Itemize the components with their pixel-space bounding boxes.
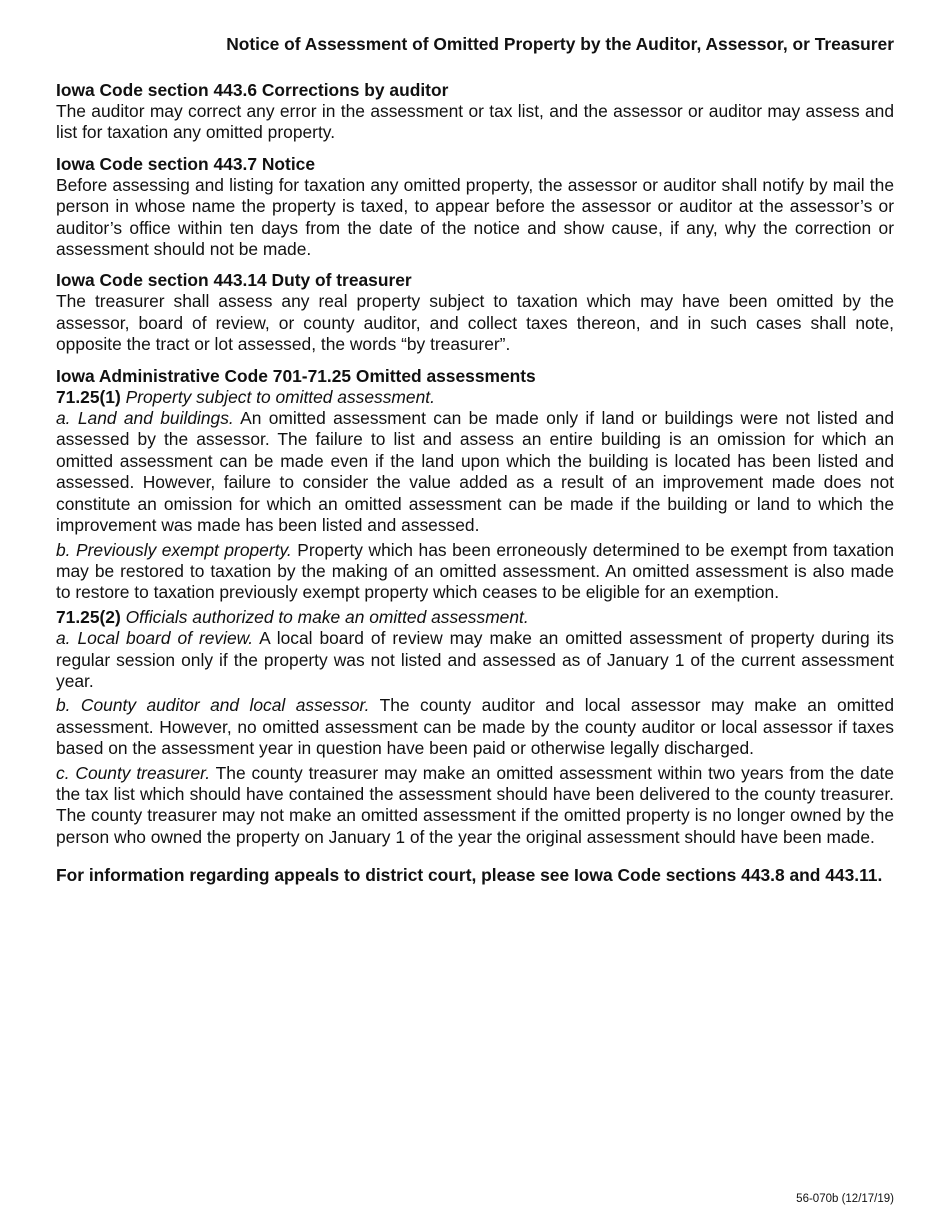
- appeals-note: For information regarding appeals to district court, please see Iowa Code sections 443.8 and 443.11.: [56, 865, 883, 886]
- section-iac-701-71-25: [56, 366, 894, 849]
- rule-71-25-2-a: [56, 628, 894, 692]
- rule-title: Officials authorized to make an omitted assessment.: [125, 606, 529, 627]
- rule-number: 71.25(1): [56, 386, 121, 407]
- section-body: The auditor may correct any error in the assessment or tax list, and the assessor or auditor may assess and list for taxation any omitted property.: [56, 101, 894, 143]
- section-443-14: [56, 270, 894, 355]
- clause-label: a. Local board of review.: [56, 628, 254, 649]
- clause-text: The county treasurer may make an omitted assessment within two years from the date the tax list which should have contained the assessment should have been delivered to the county treasurer. The county treasurer may not make an omitted assessment if the omitted property is no longer owned by the person who owned the property on January 1 of the year the original assessment should have been made.: [56, 762, 894, 847]
- section-443-7: [56, 154, 894, 261]
- clause-label: b. County auditor and local assessor.: [56, 695, 370, 716]
- section-443-6: [56, 80, 894, 144]
- clause-label: c. County treasurer.: [56, 762, 211, 783]
- rule-number: 71.25(2): [56, 606, 121, 627]
- rule-71-25-2-header: [56, 607, 894, 628]
- rule-71-25-2-b: [56, 695, 894, 759]
- section-body: Before assessing and listing for taxation any omitted property, the assessor or auditor shall notify by mail the person in whose name the property is taxed, to appear before the assessor or auditor at the assessor’s or auditor’s office within ten days from the date of the notice and show cause, if any, why the correction or assessment should not be made.: [56, 174, 894, 260]
- document-title: Notice of Assessment of Omitted Property by the Auditor, Assessor, or Treasurer: [226, 34, 894, 54]
- section-heading: Iowa Administrative Code 701-71.25 Omitted assessments: [56, 365, 536, 386]
- rule-71-25-2-c: [56, 763, 894, 849]
- rule-71-25-1-header: [56, 387, 894, 408]
- rule-71-25-1-b: [56, 540, 894, 604]
- clause-text: A local board of review may make an omitted assessment of property during its regular session only if the property was not listed and assessed as of January 1 of the current assessment year.: [56, 628, 894, 691]
- section-heading: Iowa Code section 443.14 Duty of treasurer: [56, 270, 412, 291]
- clause-text: Property which has been erroneously determined to be exempt from taxation may be restored to taxation by the making of an omitted assessment. An omitted assessment is also made to restore to taxation previously exempt property which ceases to be eligible for an exemption.: [56, 539, 895, 603]
- clause-label: b. Previously exempt property.: [56, 539, 292, 560]
- clause-text: The county auditor and local assessor may make an omitted assessment. However, no omitted assessment can be made by the county auditor or local assessor if taxes based on the assessment year in question have been paid or otherwise legally discharged.: [56, 695, 894, 759]
- document-page: [56, 34, 894, 887]
- section-heading: Iowa Code section 443.7 Notice: [56, 153, 316, 174]
- rule-title: Property subject to omitted assessment.: [125, 386, 435, 407]
- section-body: The treasurer shall assess any real property subject to taxation which may have been omitted by the assessor, board of review, or county auditor, and collect taxes thereon, and in such cases shall note, opposite the tract or lot assessed, the words “by treasurer”.: [56, 291, 894, 355]
- rule-71-25-1-a: [56, 408, 894, 536]
- clause-text: An omitted assessment can be made only if land or buildings were not listed and assessed by the assessor. The failure to list and assess an entire building is an omission for which an omitted assessment can be made even if the land upon which the building is located has been listed and assessed. However, failure to consider the value added as a result of an improvement made does not constitute an omission for which an omitted assessment can be made if the building or land to which the improvement was made has been listed and assessed.: [56, 408, 894, 536]
- form-number: 56-070b (12/17/19): [796, 1193, 894, 1205]
- section-heading: Iowa Code section 443.6 Corrections by auditor: [56, 80, 449, 100]
- clause-label: a. Land and buildings.: [56, 408, 234, 429]
